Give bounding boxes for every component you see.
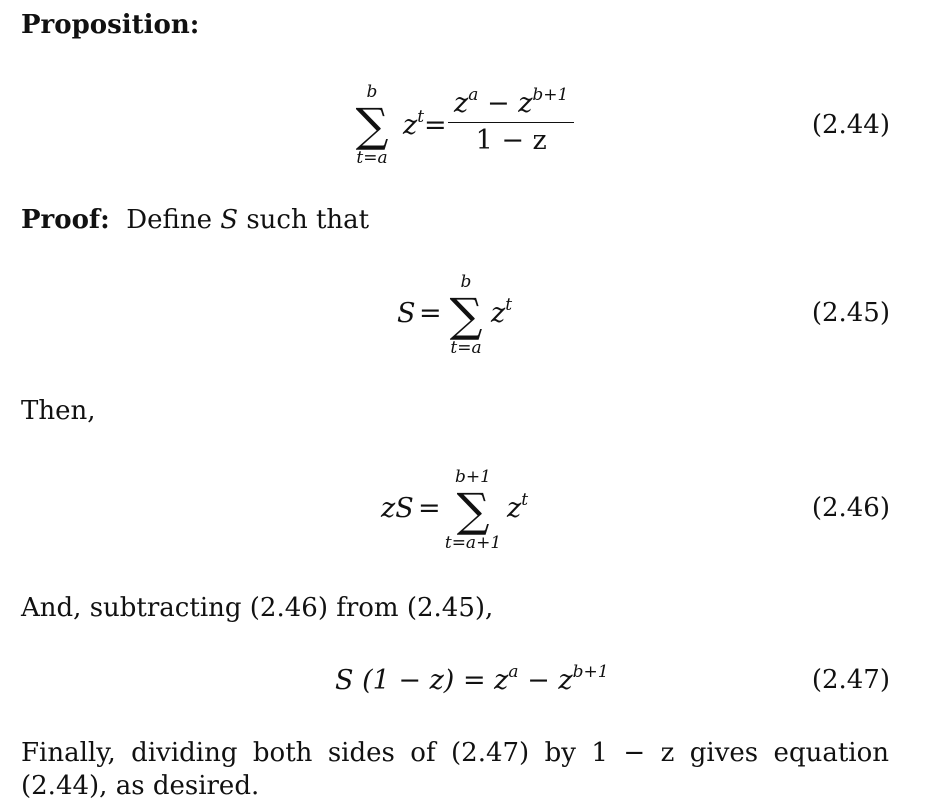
proof-label: Proof: — [21, 205, 110, 235]
equals-sign: = — [418, 493, 441, 524]
sum-upper-limit: b — [460, 272, 472, 292]
sum-term: $z^t$ — [491, 295, 513, 329]
fraction-bar — [448, 122, 574, 123]
equation-number: (2.46) — [811, 493, 890, 523]
summation — [349, 82, 395, 168]
final-text: Finally, dividing both sides of (2.47) by 1 − z gives equation (2.44), as desired. — [21, 738, 889, 801]
sigma-symbol: ∑ — [456, 483, 490, 537]
equation-body: S $(1 - z) = z^a - z^{b+1}$ — [335, 662, 609, 696]
variable-s: S — [220, 205, 239, 235]
equation-number: (2.45) — [811, 298, 890, 328]
equation-number: (2.44) — [811, 110, 890, 140]
sigma-symbol: ∑ — [355, 98, 389, 152]
proof-line: Proof: Define S such that — [21, 205, 370, 235]
sum-term: $z^t$ — [507, 490, 529, 524]
sum-lower-limit: t=a+1 — [444, 533, 502, 553]
subtract-text: And, subtracting (2.46) from (2.45), — [21, 593, 494, 623]
sum-upper-limit: b+1 — [455, 467, 491, 487]
sigma-symbol: ∑ — [449, 288, 483, 342]
fraction — [448, 85, 574, 156]
summation — [440, 467, 506, 553]
equation-number: (2.47) — [811, 665, 890, 695]
sum-term: $z^t$ — [403, 107, 425, 141]
equation-lhs: zS — [381, 493, 414, 524]
equals-sign: = — [419, 298, 442, 329]
equals-sign: = — [424, 110, 447, 141]
sum-lower-limit: t=a — [450, 338, 482, 358]
then-text: Then, — [21, 396, 96, 426]
sum-lower-limit: t=a — [356, 148, 388, 168]
equation-lhs: S — [397, 298, 416, 329]
equals-sign: = — [462, 665, 486, 696]
fraction-denominator: 1 − z — [475, 125, 547, 156]
sum-upper-limit: b — [366, 82, 378, 102]
proposition-heading: Proposition: — [21, 10, 200, 40]
fraction-numerator: $z^a - z^{b+1}$ — [454, 85, 569, 119]
equation-lhs: S (1 − z) — [335, 665, 455, 696]
summation — [443, 272, 489, 358]
